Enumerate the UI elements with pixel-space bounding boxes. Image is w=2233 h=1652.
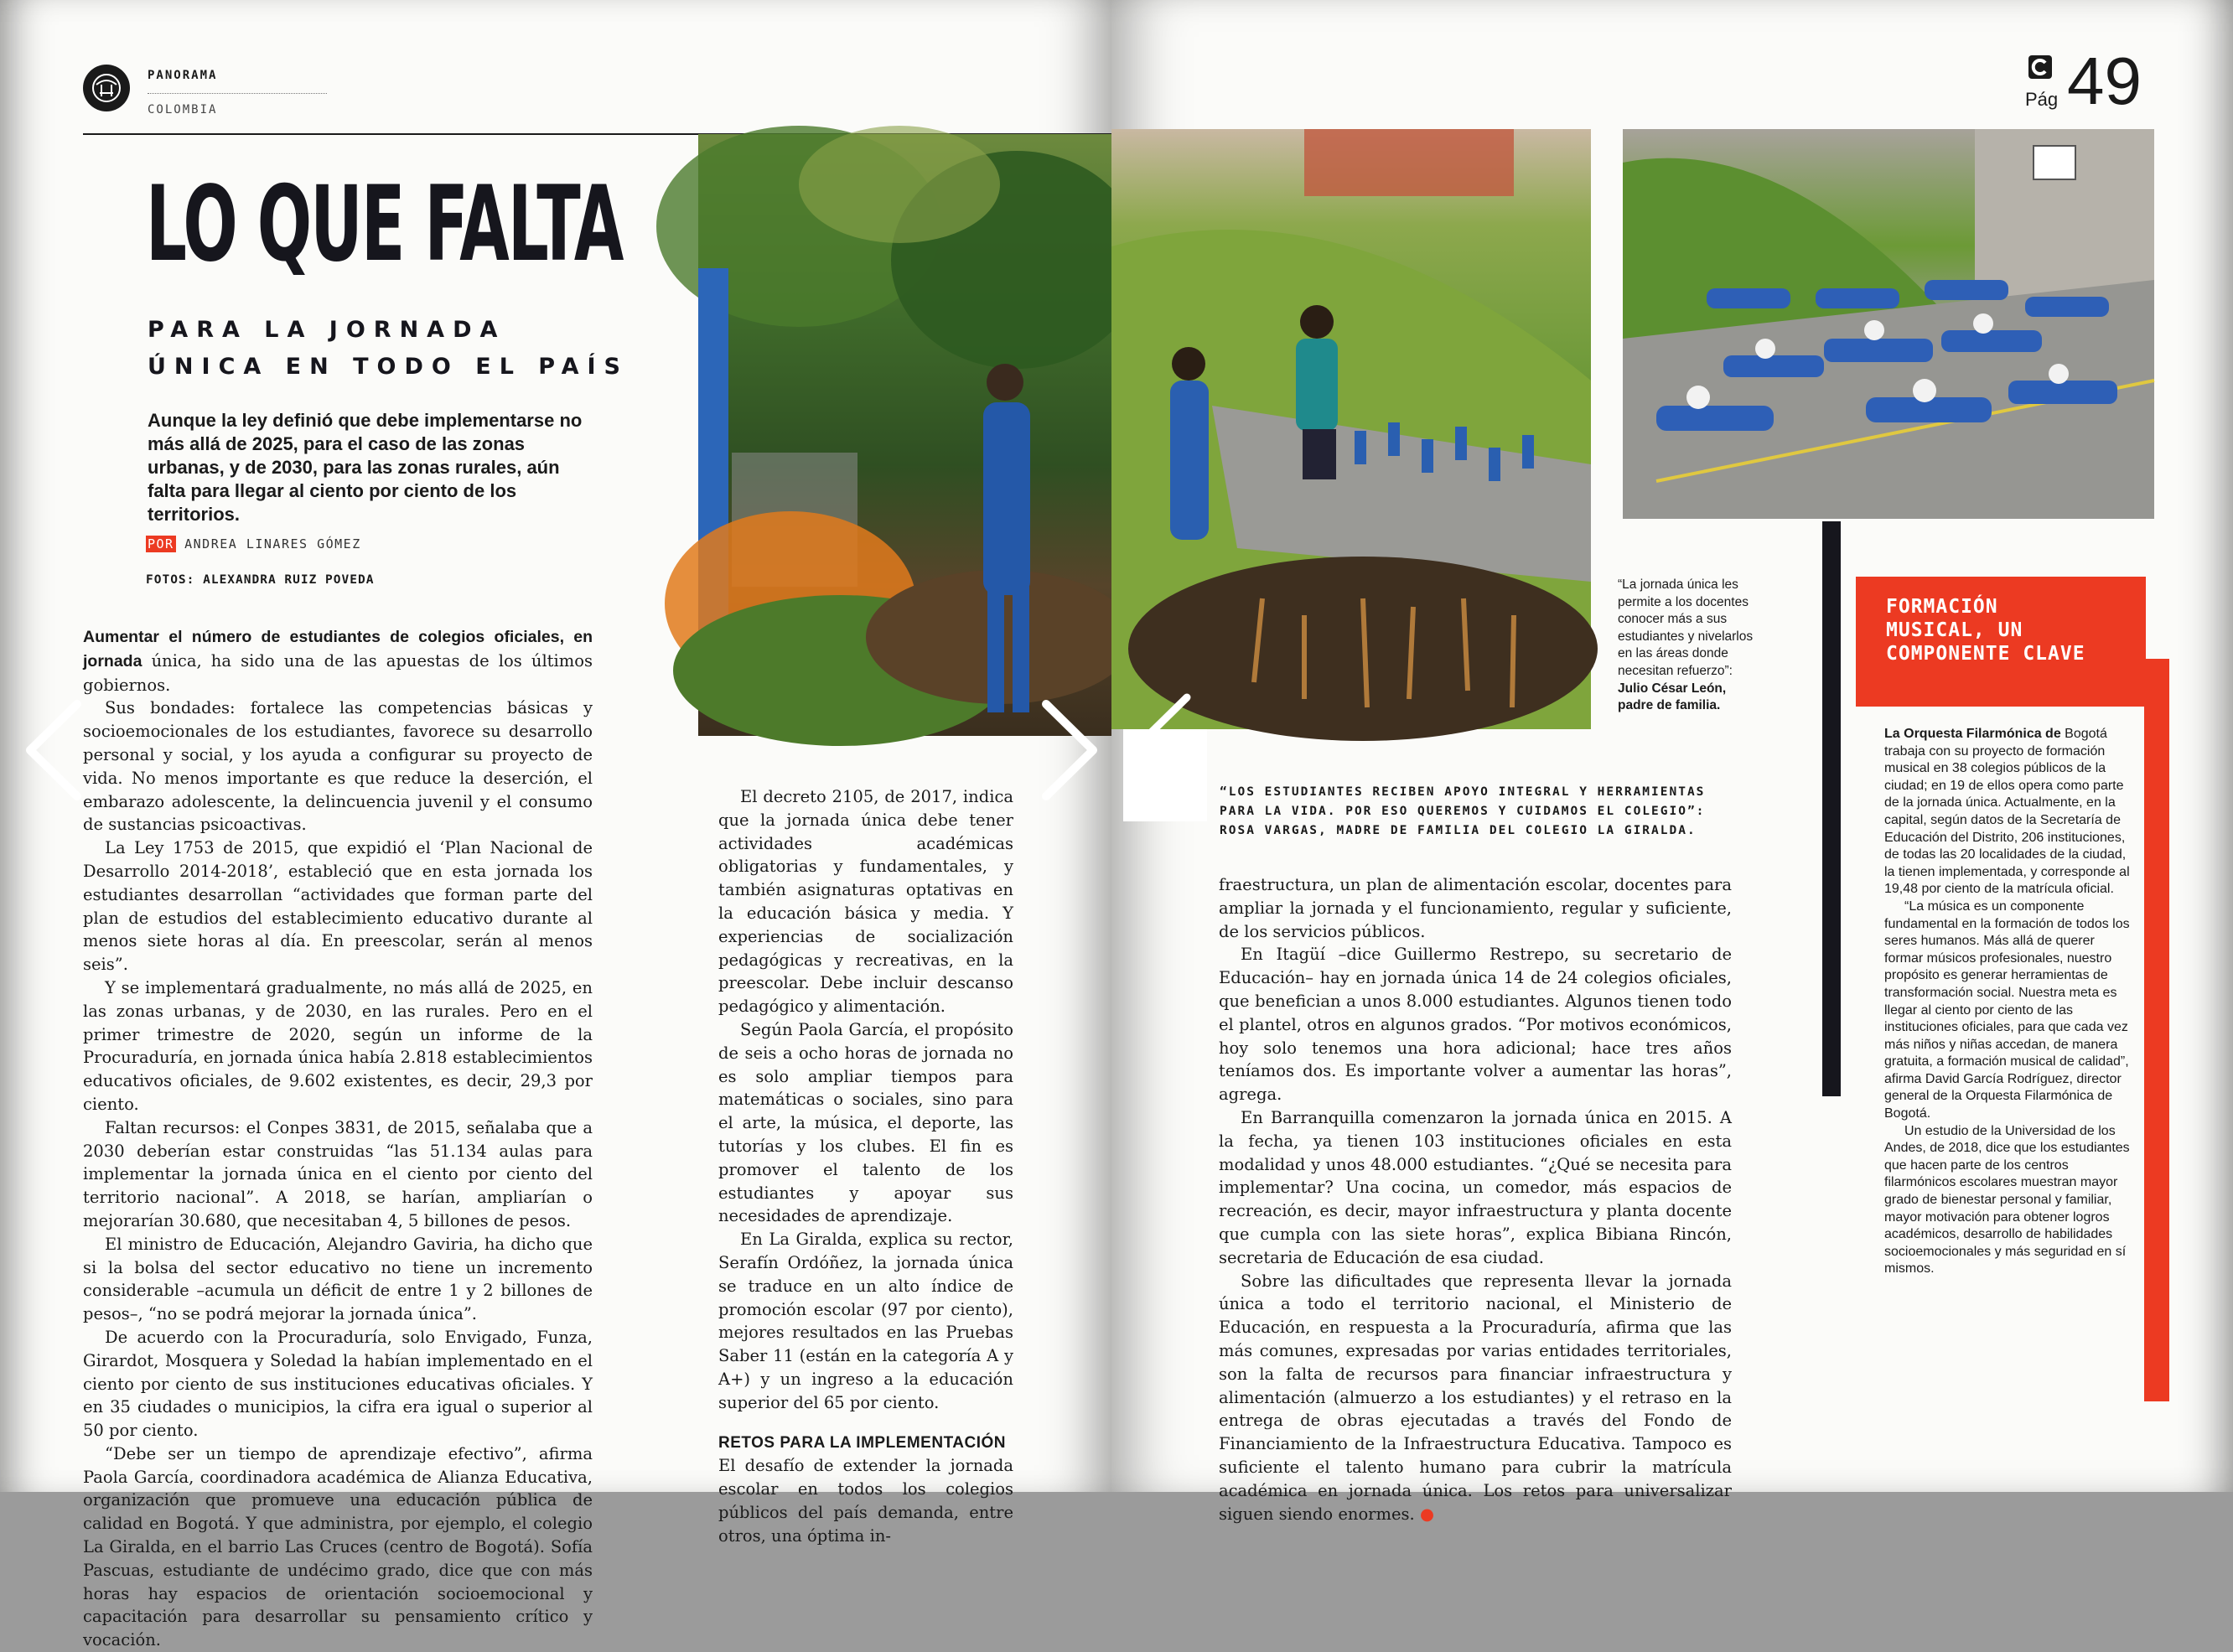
sidebar-title: FORMACIÓN MUSICAL, UN COMPONENTE CLAVE bbox=[1886, 596, 2085, 665]
sidebar-lead-in: La Orquesta Filarmónica de bbox=[1884, 727, 2061, 741]
left-page bbox=[0, 0, 1111, 1650]
section-subheading: RETOS PARA LA IMPLEMENTACIÓN bbox=[718, 1433, 1006, 1452]
chevron-left-icon bbox=[1130, 689, 1197, 798]
sidebar-divider bbox=[1822, 521, 1841, 1096]
section-divider bbox=[148, 93, 327, 94]
subsection-label: COLOMBIA bbox=[148, 103, 218, 117]
paragraph: En Barranquilla comenzaron la jornada única en 2015. A la fecha, ya tienen 103 instituciones oficiales en esta modalidad y unos 48.000 estudiantes. “¿Qué se necesita para implementar? Una cocina, un comedor, más espacios de recreación, es decir, mayor infraestructura y planta docente que cumpla con las siete horas”, explica Bibiana Rincón, secretaria de Educación de esa ciudad. bbox=[1219, 1107, 1732, 1267]
article-deck: Aunque la ley definió que debe implementarse no más allá de 2025, para el caso de las zonas urbanas, y de 2030, para las zonas rurales, aún falta para llegar al ciento por ciento de los territorios. bbox=[148, 410, 583, 525]
paragraph: Faltan recursos: el Conpes 3831, de 2015, señalaba que a 2030 deberían estar construidas “las 51.134 aulas para implementar la jornada única en el ciento por ciento del territorio nacional”. A 2018, se harían, ampliarían o mejorarían 30.680, que necesitaban 4, 5 billones de pesos. bbox=[83, 1117, 593, 1230]
pull-quote: “LOS ESTUDIANTES RECIBEN APOYO INTEGRAL Y HERRAMIENTAS PARA LA VIDA. POR ESO QUEREMOS Y CUIDAMOS EL COLEGIO”: ROSA VARGAS, MADRE DE FAMILIA DEL COLEGIO LA GIRALDA. bbox=[1220, 785, 1706, 837]
paragraph: “Debe ser un tiempo de aprendizaje efectivo”, afirma Paola García, coordinadora académica de Alianza Educativa, organización que promueve una educación pública de calidad en Bogotá. Y que administra, por ejemplo, el colegio La Giralda, en el barrio Las Cruces (centro de Bogotá). Sofía Pascuas, estudiante de undécimo grado, dice que con más horas hay espacios de orientación socioemocional y capacitación para desarrollar su pensamiento crítico y vocación. bbox=[83, 1443, 593, 1650]
paragraph: El decreto 2105, de 2017, indica que la jornada única debe tener actividades académicas obligatorias y fundamentales, y también asignaturas optativas en la educación básica y media. Y experiencias de socialización pedagógicas y recreativas, en la preescolar. Debe incluir descanso pedagógico y alimentación. bbox=[718, 787, 1013, 1017]
prev-page-button-right[interactable] bbox=[1130, 689, 1197, 801]
right-page bbox=[1111, 0, 2233, 1524]
article-title: LO QUE FALTA bbox=[146, 164, 623, 285]
page-label: Pág bbox=[2025, 89, 2059, 110]
byline bbox=[146, 536, 361, 552]
end-mark-icon: ● bbox=[1414, 1504, 1434, 1524]
subtitle-line-1: PARA LA JORNADA bbox=[148, 317, 506, 343]
page-number: 49 bbox=[2067, 44, 2142, 118]
subtitle-line-2: ÚNICA EN TODO EL PAÍS bbox=[148, 354, 629, 380]
chevron-right-icon bbox=[1036, 696, 1103, 805]
next-page-button[interactable] bbox=[1036, 696, 1103, 808]
sidebar-body bbox=[1884, 726, 2134, 1278]
byline-author: ANDREA LINARES GÓMEZ bbox=[184, 536, 361, 552]
paragraph: El desafío de extender la jornada escolar en todos los colegios públicos del país demanda, entre otros, una óptima in- bbox=[718, 1456, 1013, 1546]
paragraph: fraestructura, un plan de alimentación escolar, docentes para ampliar la jornada y el funcionamiento, regular y suficiente, de los servicios públicos. bbox=[1219, 875, 1732, 941]
body-column-2 bbox=[718, 785, 1013, 1548]
paragraph: La Orquesta Filarmónica de Bogotá trabaja con su proyecto de formación musical en 38 colegios públicos de la ciudad; en 19 de ellos opera como parte de la jornada única. Actualmente, en la capital, según datos de la Secretaría de Educación del Distrito, 206 instituciones, de todas las 20 localidades de la ciudad, la tienen implementada, y corresponde al 19,48 por ciento de la matrícula oficial. bbox=[1884, 727, 2130, 897]
paragraph: Sobre las dificultades que representa llevar la jornada única a todo el territorio nacional, el Ministerio de Educación, en respuesta a la Procuraduría, afirma que las más comunes, expresadas por varias entidades territoriales, son la falta de recursos para financiar infraestructura y alimentación (almuerzo a los estudiantes) y el retraso en la entrega de obras ejecutadas a través del Fondo de Financiamiento de la Infraestructura Educativa. Tampoco es suficiente el talento humano para cubrir la matrícula académica en jornada única. Los retos para universalizar siguen siendo enormes. ● bbox=[1219, 1271, 1732, 1524]
sidebar-red-bar bbox=[2144, 659, 2169, 1401]
paragraph: Un estudio de la Universidad de los Andes, de 2018, dice que los estudiantes que hacen parte de los centros filarmónicos escolares muestran mayor grado de bienestar personal y familiar, mayor motivación para obtener logros académicos, desarrollo de habilidades socioemocionales y más seguridad en sí mismos. bbox=[1884, 1123, 2130, 1277]
paragraph: En La Giralda, explica su rector, Serafín Ordóñez, la jornada única se traduce en un alto índice de promoción escolar (97 por ciento), mejores resultados en las Pruebas Saber 11 (están en la categoría A y A+) y un ingreso a la educación superior del 65 por ciento. bbox=[718, 1230, 1013, 1412]
photo-credit: FOTOS: ALEXANDRA RUIZ POVEDA bbox=[146, 573, 375, 587]
section-label: PANORAMA bbox=[148, 69, 218, 82]
sidebar-header bbox=[1856, 577, 2146, 707]
paragraph: La Ley 1753 de 2015, que expidió el ‘Plan Nacional de Desarrollo 2014-2018’, estableció que en esta jornada los estudiantes desarrollan “actividades que forman parte del plan de estudios del establecimiento educativo durante al menos siete horas al día. En preescolar, serán al menos seis”. bbox=[83, 838, 593, 975]
chevron-left-icon bbox=[20, 696, 87, 805]
article-subtitle bbox=[148, 312, 629, 386]
panorama-logo-icon bbox=[83, 65, 130, 111]
paragraph: De acuerdo con la Procuraduría, solo Envigado, Funza, Girardot, Mosquera y Soledad la habían implementado en el ciento por ciento de sus instituciones educativas oficiales. Y en 35 ciudades o municipios, la cifra era igual o superior al 50 por ciento. bbox=[83, 1327, 593, 1441]
photo-caption bbox=[1618, 577, 1760, 715]
body-column-3 bbox=[1219, 873, 1732, 1525]
paragraph: Y se implementará gradualmente, no más allá de 2025, en las zonas urbanas, y de 2030, en las rurales. Pero en el primer trimestre de 2020, según un informe de la Procuraduría, en jornada única había 2.818 establecimientos educativos oficiales, de 9.602 existentes, es decir, 29,3 por ciento. bbox=[83, 977, 593, 1114]
paragraph: Sus bondades: fortalece las competencias básicas y socioemocionales de los estudiantes, favorece su desarrollo personal y social, y los ayuda a configurar su proyecto de vida. No menos importante es que reduce la deserción, el embarazo adolescente, la delincuencia juvenil y el consumo de sustancias psicoactivas. bbox=[83, 698, 593, 835]
paragraph: El ministro de Educación, Alejandro Gaviria, ha dicho que si la bolsa del sector educativo no tiene un incremento considerable –acumula un déficit de entre 1 y 2 billones de pesos–, “no se podrá mejorar la jornada única”. bbox=[83, 1234, 593, 1324]
paragraph: Aumentar el número de estudiantes de colegios oficiales, en jornada única, ha sido una de las apuestas de los últimos gobiernos. bbox=[83, 628, 593, 695]
body-column-1 bbox=[83, 625, 593, 1652]
garden-photo-right bbox=[1111, 129, 1591, 729]
byline-prefix: POR bbox=[148, 536, 174, 552]
caption-attribution: Julio César León, padre de familia. bbox=[1618, 681, 1727, 713]
paragraph: En Itagüí –dice Guillermo Restrepo, su secretario de Educación– hay en jornada única 14 de 24 colegios oficiales, que benefician a unos 8.000 estudiantes. Algunos tienen todo el plantel, otros en algunos grados. “Por motivos económicos, hoy solo tenemos una hora adicional; hace tres años teníamos dos. Es importante volver a aumentar las horas”, agrega. bbox=[1219, 945, 1732, 1105]
exercise-photo bbox=[1623, 129, 2154, 519]
caption-quote: “La jornada única les permite a los docentes conocer más a sus estudiantes y nivelarlos en las áreas donde necesitan refuerzo”: bbox=[1618, 577, 1754, 678]
prev-page-button[interactable] bbox=[20, 696, 87, 808]
paragraph: Según Paola García, el propósito de seis a ocho horas de jornada no es solo ampliar tiempos para matemáticas o sociales, sino para el arte, la música, el deporte, las tutorías y los clubes. El fin es promover el talento de los estudiantes y apoyar sus necesidades de aprendizaje. bbox=[718, 1019, 1013, 1226]
garden-photo bbox=[698, 134, 1111, 736]
paragraph: “La música es un componente fundamental en la formación de todos los seres humanos. Más allá de querer formar músicos profesionales, nuestro propósito es generar herramientas de transformación social. Nuestra meta es llegar al ciento por ciento de las instituciones oficiales, para que cada vez más niños y niñas accedan, de manera gratuita, a formación musical de calidad”, afirma David García Rodríguez, director general de la Orquesta Filarmónica de Bogotá. bbox=[1884, 899, 2130, 1121]
c-logo-icon bbox=[2028, 55, 2052, 79]
lead-in: Aumentar el número de estudiantes de colegios oficiales, en jornada bbox=[83, 628, 593, 671]
